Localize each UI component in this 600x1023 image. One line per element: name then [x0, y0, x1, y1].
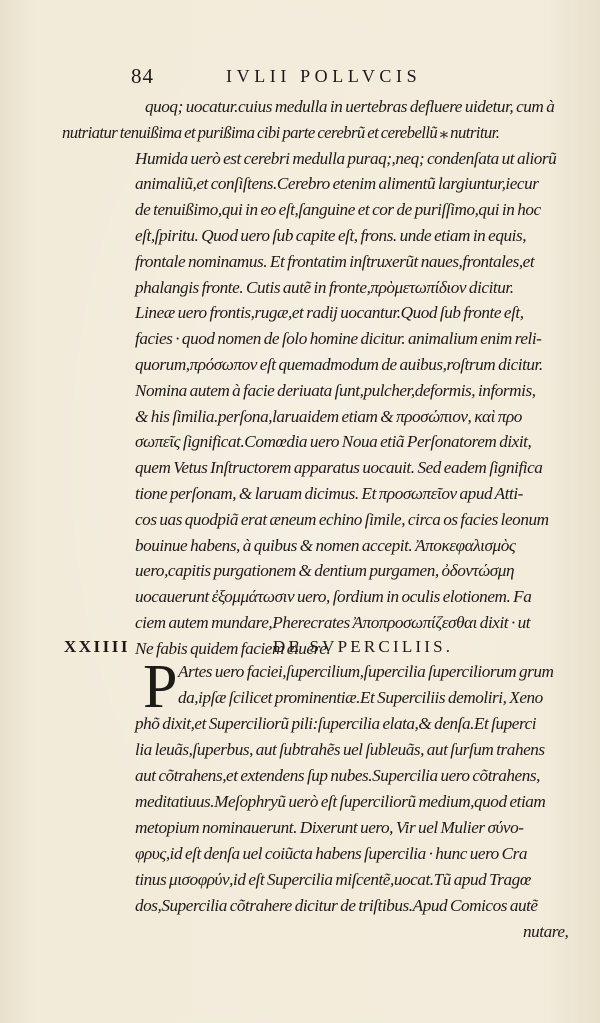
- text-line: Artes uero faciei,ſupercilium,ſupercilia ſuperciliorum grum: [178, 662, 554, 681]
- text-line: quoq; uocatur.cuius medulla in uertebras defluere uidetur, cum à: [145, 97, 555, 116]
- text-line: σωπεῖς ſignificat.Comœdia uero Noua etiã Perſonatorem dixit,: [135, 432, 532, 452]
- text-line: ciem autem mundare,Pherecrates Ἀποπροσωπίζεσθαι dixit · ut: [135, 613, 531, 632]
- page-header: [131, 64, 551, 90]
- text-line: facies · quod nomen de ſolo homine dicitur. animalium enim reli-: [135, 329, 542, 349]
- text-line: de tenuißimo,qui in eo eſt,ſanguine et cor de puriſſimo,qui in hoc: [135, 200, 541, 220]
- text-line: meditatiuus.Meſophryũ uerò eſt ſuperciliorũ medium,quod etiam: [135, 792, 546, 811]
- text-line: dos,Supercilia cõtrahere dicitur de triſtibus.Apud Comicos autẽ: [135, 896, 538, 915]
- text-line: da,ipſæ ſcilicet prominentiæ.Et Superciliis demoliri, Xeno: [178, 688, 543, 707]
- text-line: & his ſimilia.perſona,laruaidem etiam & προσώπιον, καὶ προ: [135, 406, 522, 426]
- text-line: bouinue habens, à quibus & nomen accepit. Ἀποκεφαλισμὸς: [135, 535, 516, 555]
- text-line: aut cõtrahens,et extendens ſup nubes.Supercilia uero cõtrahens,: [135, 766, 540, 785]
- text-line: Nomina autem à facie deriuata ſunt,pulcher,deformis, informis,: [135, 380, 536, 400]
- text-line: phõ dixit,et Superciliorũ pili:ſupercilia elata,& denſa.Et ſuperci: [135, 714, 537, 733]
- text-line: frontale nominamus. Et frontatim inſtruxerũt naues,frontales,et: [135, 251, 535, 271]
- page-number: 84: [131, 64, 154, 88]
- catchword: nutare,: [523, 922, 569, 941]
- text-line: lia leuãs,ſuperbus, aut ſubtrahẽs uel ſubleuãs, aut ſurſum trahens: [135, 740, 545, 759]
- chapter-number: XXIIII: [64, 637, 131, 656]
- text-line: animaliũ,et conſiſtens.Cerebro etenim alimentũ largiuntur,iecur: [135, 174, 539, 194]
- text-line: tinus μισοφρύν,id eſt Supercilia miſcentẽ,uocat.Tũ apud Tragœ: [135, 870, 531, 889]
- text-line: uero,capitis purgationem & dentium purgamen, ὀδοντώσμη: [135, 561, 515, 581]
- text-line: nutriatur tenuißima et purißima cibi parte cerebrũ et cerebellũ ⁎ nutritur.: [62, 122, 500, 142]
- text-line: metopium nominauerunt. Dixerunt uero, Vir uel Mulier σύνο-: [135, 818, 524, 837]
- text-line: quem Vetus Inſtructorem apparatus uocauit. Sed eadem ſignifica: [135, 458, 543, 478]
- text-line: Humida uerò est cerebri medulla puraq;,neq; condenſata ut aliorũ: [135, 148, 557, 168]
- chapter-title: DE SVPERCILIIS.: [273, 637, 454, 656]
- text-line: cos uas quodpiã erat æneum echino ſimile, circa os facies leonum: [135, 509, 549, 529]
- text-line: eſt,ſpiritu. Quod uero ſub capite eſt, frons. unde etiam in equis,: [135, 226, 527, 245]
- text-line: Ne fabis quidem faciem eluere.: [135, 638, 331, 658]
- drop-cap-initial: P: [143, 653, 178, 721]
- text-line: uocauerunt ἐξομμάτωσιν uero, ſordium in oculis elotionem. Fa: [135, 587, 532, 607]
- text-line: phalangis fronte. Cutis autẽ in fronte,πρὸμετωπίδιον dicitur.: [135, 277, 514, 297]
- text-line: tione perſonam, & laruam dicimus. Et προσωπεῖον apud Atti-: [135, 484, 523, 503]
- text-line: Lineæ uero frontis,rugæ,et radij uocantur.Quod ſub fronte eſt,: [135, 303, 524, 323]
- running-title: IVLII POLLVCIS: [226, 66, 422, 86]
- text-line: quorum,πρόσωπον eſt quemadmodum de auibus,roſtrum dicitur.: [135, 355, 543, 374]
- text-line: φρυς,id eſt denſa uel coiũcta habens ſupercilia · hunc uero Cra: [135, 844, 528, 863]
